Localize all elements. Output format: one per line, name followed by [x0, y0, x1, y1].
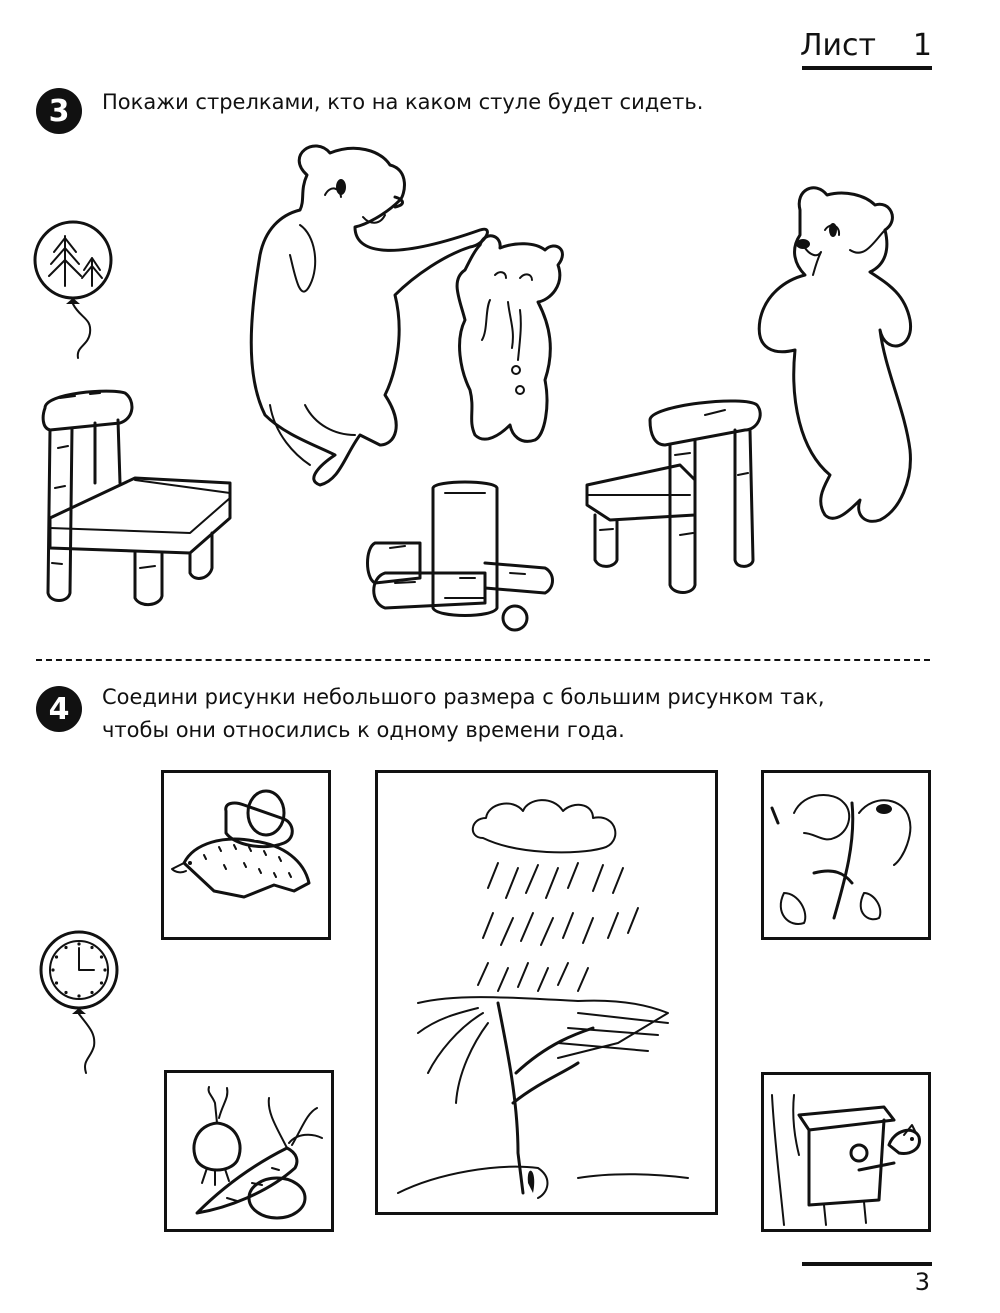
balloon-trees-icon: [30, 218, 130, 363]
small-picture-hedgehog[interactable]: [161, 770, 331, 940]
vegetables-image: [167, 1073, 331, 1229]
sheet-number: 1: [912, 28, 932, 63]
task-4-number: 4: [48, 691, 70, 727]
task-4-instruction-line-2: чтобы они относились к одному времени года.: [102, 718, 625, 742]
hedgehog-mushroom-image: [164, 773, 328, 937]
task-4-instruction: [102, 681, 930, 747]
section-divider: [36, 659, 930, 661]
birdhouse-bird-image: [764, 1075, 928, 1229]
task-3-badge: [36, 88, 82, 134]
baby-bear-image: [440, 230, 570, 460]
page-number: 3: [914, 1268, 930, 1296]
right-bear-image: [755, 180, 925, 530]
footer-rule: [802, 1262, 932, 1266]
fallen-chair-image: [365, 478, 555, 633]
small-picture-vegetables[interactable]: [164, 1070, 334, 1232]
small-picture-leaves[interactable]: [761, 770, 931, 940]
balloon-clock-icon: [36, 928, 136, 1073]
task-4-badge: [36, 686, 82, 732]
left-chair-image: [40, 388, 240, 608]
sheet-word: Лист: [800, 28, 877, 63]
large-picture-autumn-rain[interactable]: [375, 770, 718, 1215]
falling-leaves-image: [764, 773, 928, 937]
sheet-label: [800, 28, 932, 63]
task-4-instruction-line-1: Соедини рисунки небольшого размера с большим рисунком так,: [102, 685, 825, 709]
task-3-number: 3: [48, 93, 70, 129]
task-3-instruction: Покажи стрелками, кто на каком стуле будет сидеть.: [102, 90, 704, 114]
small-picture-birdhouse[interactable]: [761, 1072, 931, 1232]
right-chair-image: [585, 395, 765, 605]
header-rule: [802, 66, 932, 70]
rain-tree-landscape-image: [378, 773, 715, 1212]
